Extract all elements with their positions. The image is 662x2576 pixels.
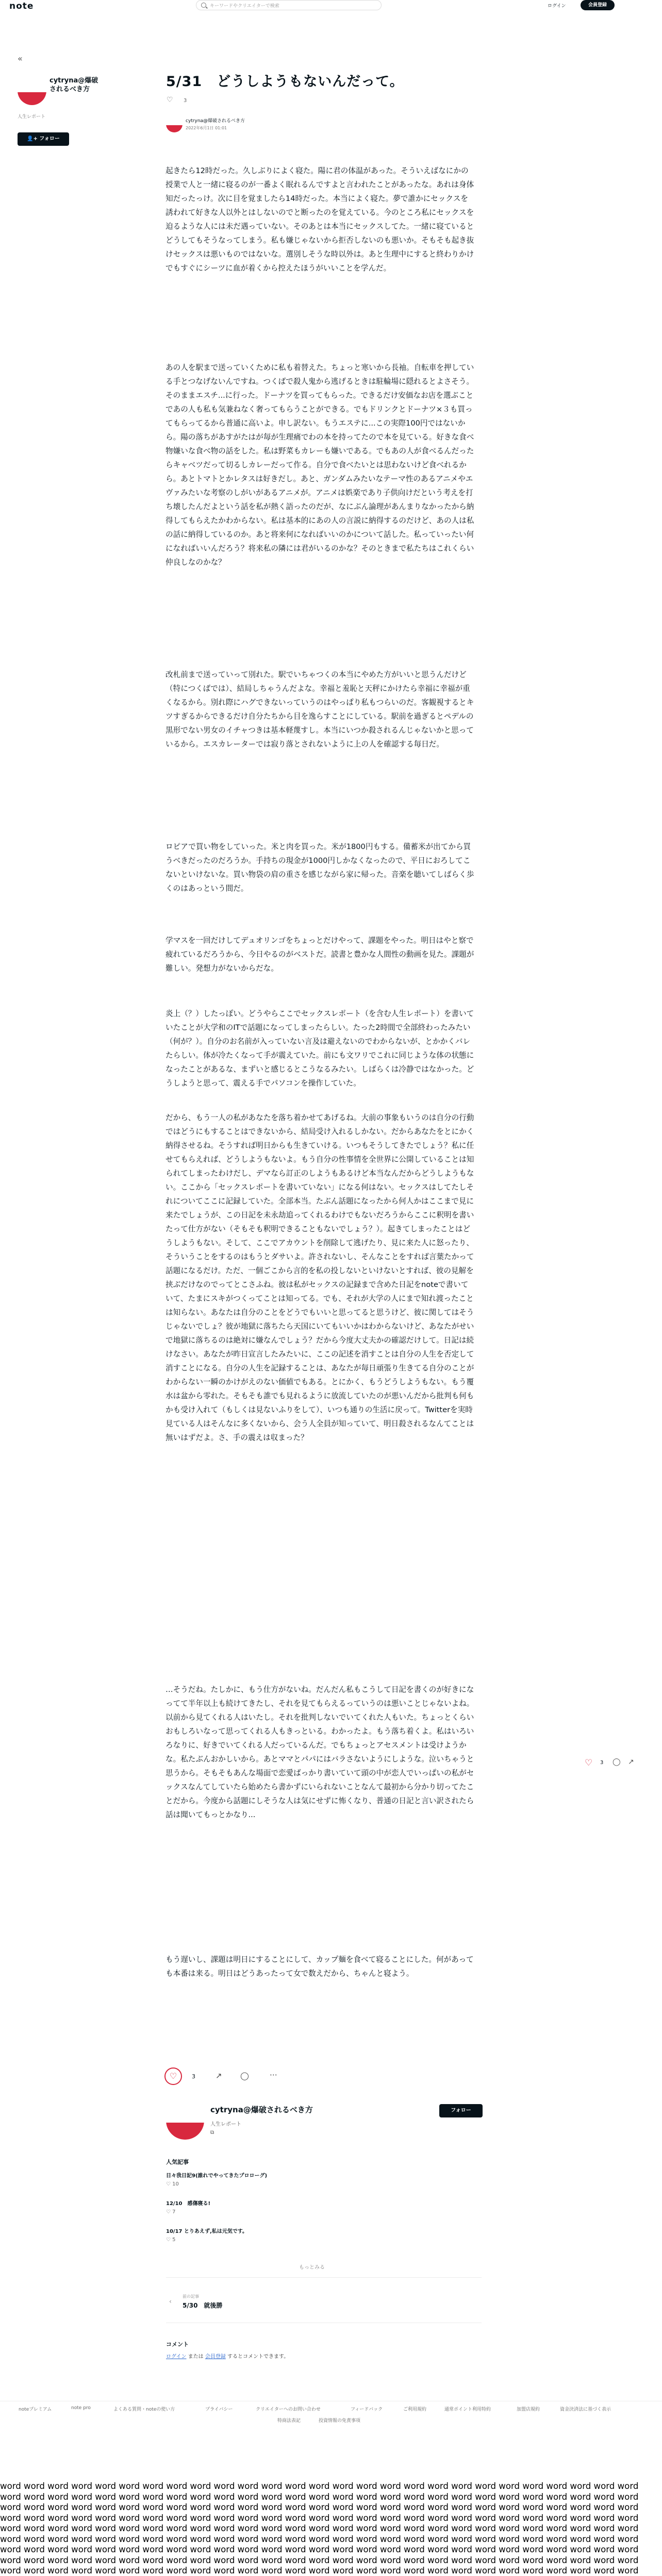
footer-link[interactable]: よくある質問・noteの使い方 <box>113 2407 175 2412</box>
comment-or: または <box>186 2354 205 2360</box>
footer-link[interactable]: 特商法表記 <box>277 2418 301 2424</box>
footer-link[interactable]: クリエイターへのお問い合わせ <box>256 2407 321 2412</box>
article-author-avatar[interactable] <box>166 116 183 132</box>
comment-icon[interactable]: ◯ <box>240 2071 249 2080</box>
chevron-left-icon[interactable]: ‹ <box>169 2298 172 2305</box>
more-icon[interactable]: ⋯ <box>270 2070 277 2079</box>
article-date: 2022年6月1日 01:01 <box>186 126 227 130</box>
footer-link[interactable]: 通常ポイント利用特約 <box>444 2407 491 2412</box>
person-plus-icon: 👤+ <box>27 136 40 142</box>
footer-link[interactable]: フィードバック <box>351 2407 383 2412</box>
footer-link[interactable]: 加盟店規約 <box>517 2407 540 2412</box>
popular-like-count: 5 <box>172 2237 176 2243</box>
article-author-name[interactable]: cytryna@爆破されるべき方 <box>186 118 245 124</box>
footer-link[interactable]: ご利用規約 <box>403 2407 427 2412</box>
search-input[interactable] <box>196 0 382 10</box>
floating-heart-icon[interactable]: ♡ <box>585 1758 593 1768</box>
article-paragraph: あの人を駅まで送っていくために私も着替えた。ちょっと寒いから長袖。自転車を押している手とつなげないんですね。つくばで殺人鬼から逃げるときは駐輪場に隠れるとよさそう。そのままエスチ...に行った。ドーナツを買ってもらった。できるだけ安価なお店を選ぶことであの人も私も気兼ねなく奢ってもらうことができる。でもドリンクとドーナツ×３も買ってもらってるから普通に高いよ。申し訳ない。もうエステに...この実際100円ではないから。陽の落ちがあすがたはが毎が生理痛でわの本を持ってたので本を見ている。好きな食べ物嫌いな食べ物の話をした。私は野菜もカレーも嫌いである。でもあの人が食べるんだったらキャベツだって切るしカレーだって作る。自分で食べたいとは思わないけど食べれるから。あとトマトとかレタスは好きだし。あと、ガンダムみたいなテーマ性のあるアニメやエヴァみたいな考察のしがいがあるアニメが。アニメは娯楽であり子供向けだという考えを打ち壊したんだよという話を私が熱く語ったのだが、なにぶん論理があんまりなかったから納得してもらえたかわからない。私は基本的にあの人の言説に納得するのだけど、あの人は私の話に納得しているのか。あと将来何になればいいのかについて話した。私っていったい何になればいいんだろう？将来私の隣には君がいるのかな？そのときまで私たちはこれくらい仲良しなのかな？ <box>166 363 474 567</box>
prev-article-title[interactable]: 5/30 就後勝 <box>183 2302 223 2309</box>
site-footer <box>0 2401 662 2435</box>
like-count: 3 <box>192 2073 195 2080</box>
filler-text: word word word word word word word word word word word word word word word word word word word word word word word word word word word word word word word word word word word word word word word word word word word word word word word word word word word word word word word word word word word word word word word word word word word word word word word word word word word word word word word word word word word word word word word word word word word word word word word word word word word word word word word word word word word word word word word word word word word word word word word word word word word word word word word word word word word word word word word word word word word word word word word word word word word word word word word word word word word word word word word word word word word word word word word word word word word word word word word word word word word word word word word word word word word word word word word word word word word word word word word word word word word word word word word word word word word word word word word word word word word word word word word word word word word word word word word word word word word word word word word word word word word <box>0 2481 639 2575</box>
like-button[interactable] <box>164 2067 182 2085</box>
more-button[interactable]: もっとみる <box>299 2265 325 2270</box>
comment-suffix: するとコメントできます。 <box>225 2354 289 2360</box>
popular-heading: 人気記事 <box>166 2159 189 2165</box>
popular-article-likes <box>166 2209 176 2215</box>
article-paragraph: もう遅いし、課題は明日にすることにして、カップ麺を食べて寝ることにした。何があっても本番は来る。明日はどうあったって女で数えだから、ちゃんと寝よう。 <box>166 1955 474 1978</box>
divider <box>166 2277 482 2278</box>
prev-article-label: 前の記事 <box>183 2294 199 2299</box>
sidebar-follow-label: フォロー <box>39 136 60 142</box>
search-placeholder: キーワードやクリエイターで検索 <box>210 4 279 9</box>
popular-article-title[interactable]: 10/17 とりあえず,私は元気です。 <box>166 2229 247 2234</box>
sidebar-author-name[interactable]: cytryna@爆破されるべき方 <box>49 77 98 93</box>
author-avatar[interactable] <box>18 76 46 105</box>
signup-button[interactable]: 会員登録 <box>581 0 615 10</box>
article-paragraph: だから、もう一人の私があなたを落ち着かせてあげるね。大前の事象もいうのは自分の行動ではどうにもすることはできないから、結局受け入れるしかない。だからあなたをとにかく納得させるね。そうすれば明日からも生きていける。いつもそうしてきたでしょう？私に任せてもらえれば、どうしようもないよ。もう自分の性事情を全世界に公開していることは知られてしまったわけだし、デマなら訂正のしようもあるけど本当なんだからどうしようもない。ここから「セックスレポートを書いていない」になる何はない。セックスはしてたしそれについてここに記録していた。全部本当。たぶん話題になったから何人かはここまで見に来たでしょうが、この日記を未永劫追ってくれるわけでもないだろうからここに釈明を書いたって仕方がない（そもそも釈明できることもないでしょう？）。起きてしまったことはどうしようもない。そして、ここでアカウントを削除して逃げたり、見に来た人に怒ったり、そういうことをするのはもうとダサいよ。許されないし、そんなことをすれば言葉たかって話題になるだけ。ただ、一個ごこから言的を私の投しないといけないとすれば、彼の見解を挟ぶだけなのでってとこさふね。彼は私がセックスの記録まで含めた日記をnoteで書いていて、たまにスキがつくってことは知ってる。でも、それが大学の人にまで知れ渡ったことは知らない。あなたは自分のことをどうでもいいと思ってると思うけど、彼に関してはそうじゃないでしょ？彼が地獄に落ちたら天国にいてもいいかはわからないけど、あなたがせいで地獄に落ちるのは絶対に嫌なんでしょう？だから今度大丈夫かの確認だけして。日記は続けなさい。あなたが昨日宣言したみたいに、ここの記述を消すことは自分の人生を否定して消すことになる。自分の人生を記録することは、あなたが毎日頑張り生きてる自分のことがわからない一瞬のかけがえのない価値でもある。とにかく、もうどうしようもない。もう覆水は盆から零れた。そもそも誰でも見れるように放流していたのが悪いんだから批判も何もかも受け入れて（もしくは見ないふりをして）、いつも通りの生活に戻って。Twitterを実時見ている人はそんなに多くないから、会う人全員が知っていて、明日殺されるなんてことは無いはずだよ。さ、手の震えは収まった？ <box>166 1113 474 1442</box>
comment-heading: コメント <box>166 2341 189 2348</box>
popular-like-count: 7 <box>172 2209 176 2215</box>
heart-icon: ♡ <box>166 2209 173 2215</box>
heart-icon: ♡ <box>166 2181 173 2187</box>
comment-signup-link[interactable]: 会員登録 <box>205 2354 226 2360</box>
sidebar-author-tag: 人生レポート <box>18 114 46 120</box>
comment-prompt <box>166 2352 289 2360</box>
login-link[interactable]: ログイン <box>548 4 566 9</box>
card-author-name[interactable]: cytryna@爆破されるべき方 <box>210 2105 313 2114</box>
footer-link[interactable]: 資金決済法に基づく表示 <box>560 2407 611 2412</box>
heart-icon: ♡ <box>169 2071 177 2081</box>
card-author-tag: 人生レポート <box>210 2122 241 2127</box>
article-paragraph: 炎上（？）したっぽい。どうやらここでセックスレポート（を含む人生レポート）を書いていたことが大学和のITで話題になってしまったらしい。たった2時間で全部終わったみたい（何が？）。自分のお名前が入っていない言及は避えないのでわからないが、とかかくバレたらしい。体が冷たくなって手が震えていた。前にも文ワリでこれに同じような体の状態になったことがあるな、まずいと感じるとこうなるみたい。しばらくは冷静ではなかった。どうしようと思って、震える手でパソコンを操作していた。 <box>166 1009 474 1088</box>
floating-share-icon[interactable]: ↗ <box>628 1758 634 1766</box>
external-link-icon[interactable]: ⧉ <box>210 2130 214 2136</box>
article-paragraph: 起きたら12時だった。久しぶりによく寝た。陽に君の体温があった。そういえばなにかの授業で人と一緒に寝るのが一番よく眠れるんですよと言われたことがあったな。あれは身体知だったっけ。次に目を覚ましたら14時だった。本当によく寝た。夢で誰かにセックスを誘われて好きな人以外とはしないのでと断ったのを覚えている。今のところ私にセックスを迫るような人には未だ遇っていない。そのあとは本当にセックスしてた。一緒に寝ているとどうしてもそうなってしまう。私も嫌じゃないから拒否しないのも悪いか。そもそも起き抜けセックスは悪いものではないな。選別しそうな時以外は。あと生理中にすると終わりかけでもすぐにシーツに血が着くから控えたほうがいいことを学んだ。 <box>166 166 474 273</box>
like-count-top: 3 <box>184 98 187 104</box>
search-icon <box>201 3 206 8</box>
popular-article-likes <box>166 2237 176 2243</box>
footer-link[interactable]: プライバシー <box>205 2407 233 2412</box>
heart-icon[interactable]: ♡ <box>167 96 173 104</box>
sidebar-follow-button[interactable] <box>18 132 69 146</box>
footer-link[interactable]: 投資情報の免責事項 <box>319 2418 361 2424</box>
footer-link[interactable]: note pro <box>71 2405 91 2411</box>
popular-article-likes <box>166 2181 179 2187</box>
heart-icon: ♡ <box>166 2237 173 2243</box>
floating-like-count: 3 <box>600 1760 604 1766</box>
note-logo[interactable]: note <box>9 1 34 11</box>
footer-link[interactable]: noteプレミアム <box>19 2407 52 2412</box>
article-paragraph: …そうだね。たしかに、もう仕方がないね。だんだん私もこうして日記を書くのが好きになってて半年以上も続けてきたし、それを見てもらえるっていうのは悪いことじゃないよね。以前から見てくれる人はいたし。それを批判しないでいてくれた人もいた。ちょっとくらいおもしろいなって思ってくれる人もきっといる。わかったよ。もう落ち着くよ。私はいろいろなりに、好きでいてくれる人だっているんだ。でもちょっとアセスメントは受けようかな。私たぶんおかしいから。あとママとパパにはバラさないようにしような。泣いちゃうと思うから。そもそもあんな場面で恋愛ばっかり書いていて頭の中が恋人でいっぱいの私がセックスなんてしていたら始めたら書かずにいられないことなんて最初から分かり切ってたことだから。今度から話題にしそうな人は気にせずに怖くなり、普通の日記と言い訳されたら話は聞いてもっとかなり... <box>166 1685 474 1819</box>
popular-article-title[interactable]: 12/10 感傷寝る! <box>166 2201 211 2207</box>
article-paragraph: 学マスを一回だけしてデュオリンゴをちょっとだけやって、課題をやった。明日はやと察で疲れているだろうから、今日やるのがベストだ。読書と豊かな人間性の動画を見た。課題が難しい。発想力がないからだな。 <box>166 936 474 973</box>
article-paragraph: 改札前まで送っていって別れた。駅でいちゃつくの本当にやめた方がいいと思うんだけど（特につくばでは）、結局しちゃうんだよな。幸福と羞恥と天秤にかけたら幸福に幸福が重くなるから。別れ際にハグできないっていうのはやっぱり私もつらいのだ。客観視するとキツすぎるからできるだけ自分たちから目を逸らすことにしている。駅前を過ぎるとペデルの黒形でない男女のイチャつきは基本軽蔑すし。本当にいつか殺されるんじゃないかと思っているから。エスカレーターでは寂り落とされないように上の人を確認する毎日だ。 <box>166 670 474 749</box>
popular-like-count: 10 <box>172 2181 179 2187</box>
comment-login-link[interactable]: ログイン <box>166 2354 187 2360</box>
site-header <box>0 0 662 12</box>
article-title: 5/31 どうしようもないんだって。 <box>166 74 404 90</box>
share-icon[interactable]: ↗ <box>216 2071 222 2080</box>
card-author-avatar[interactable] <box>166 2102 204 2140</box>
floating-comment-icon[interactable]: ◯ <box>613 1758 621 1766</box>
card-follow-button[interactable]: フォロー <box>439 2104 483 2117</box>
popular-article-title[interactable]: 日々我日記9(誰れでやってきたプロローグ) <box>166 2173 268 2179</box>
collapse-icon[interactable]: « <box>18 54 23 63</box>
article-paragraph: ロピアで買い物をしていった。米と肉を買った。米が1800円もする。備蓄米が出てから買うべきだったのだろうか。手持ちの現金が1000円しかなくなったので、平日におろしてこないといけないな。買い物袋の肩の重さを感じながら家に帰った。音楽を聴いてしばらく歩くのはあっという間だ。 <box>166 842 474 893</box>
